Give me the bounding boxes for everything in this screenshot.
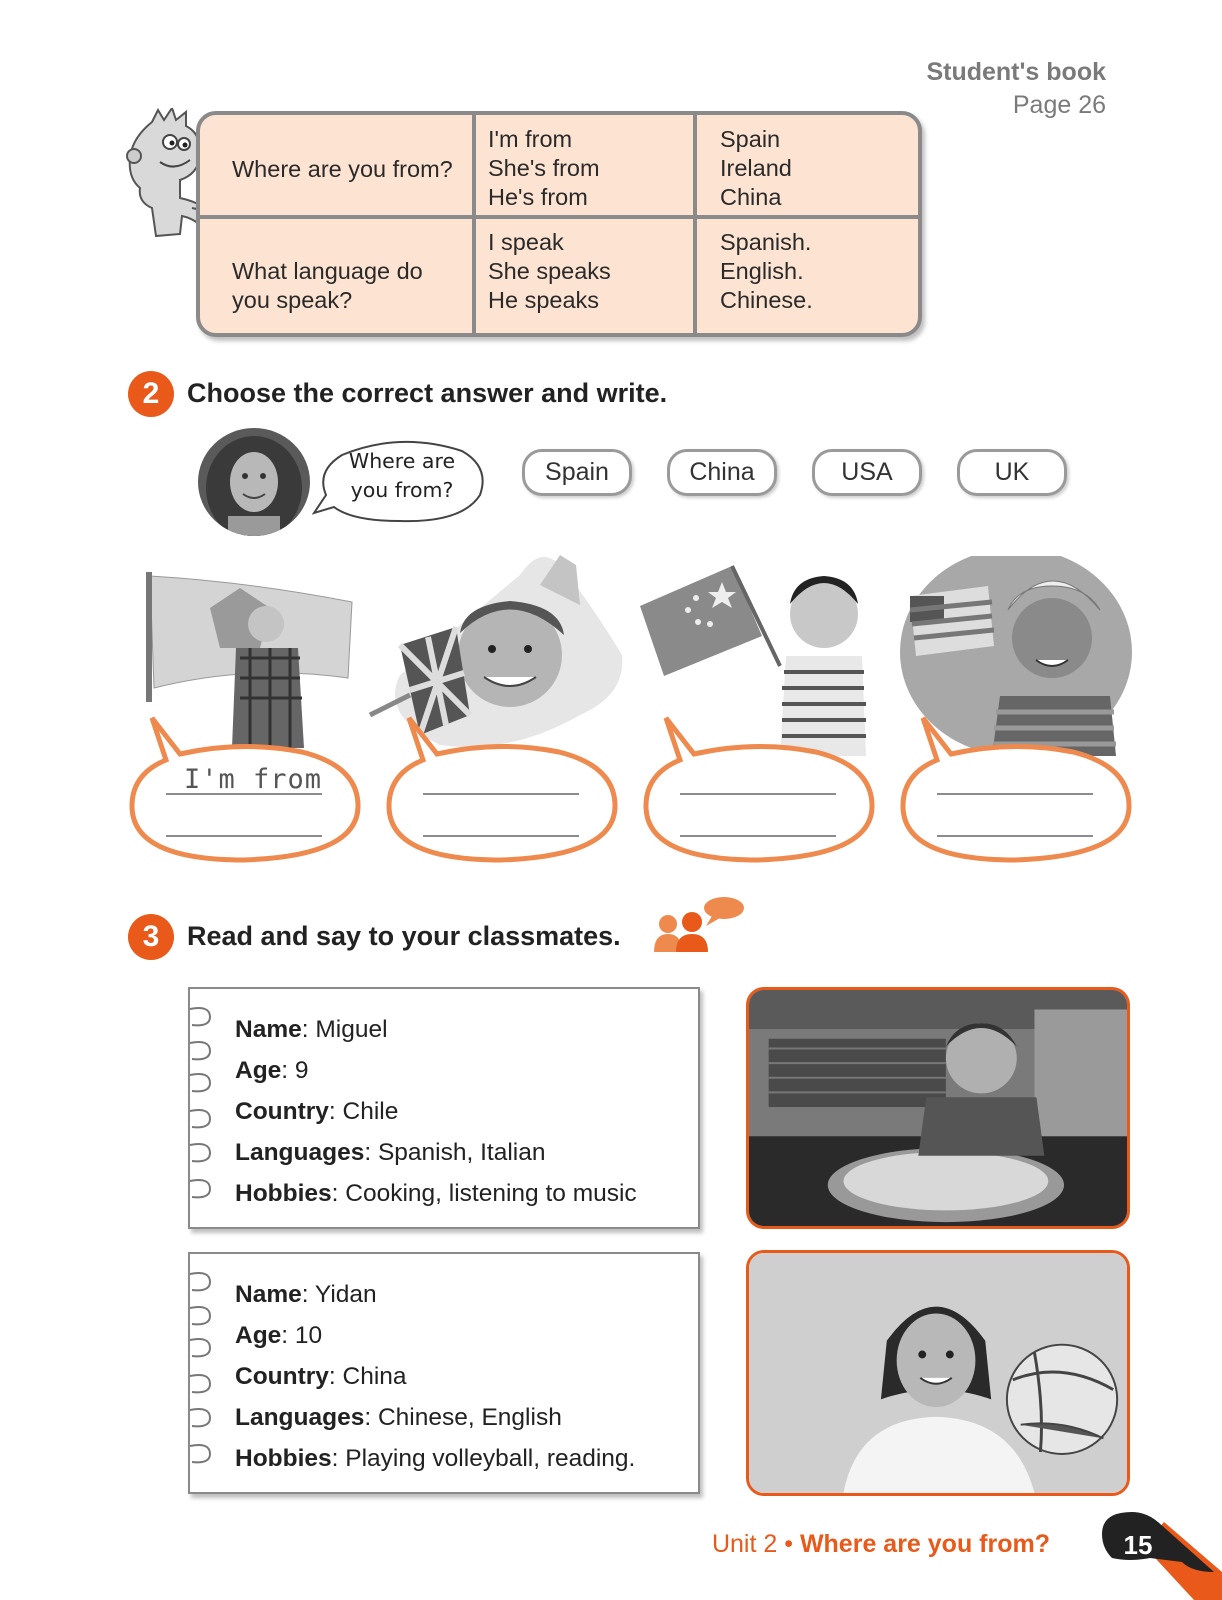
profile-field bbox=[235, 1315, 635, 1356]
profile-fields bbox=[235, 1274, 635, 1479]
field-label: Languages bbox=[235, 1139, 365, 1166]
yidan-volleyball-photo bbox=[746, 1250, 1130, 1496]
field-label: Country bbox=[235, 1363, 329, 1390]
field-label: Hobbies bbox=[235, 1445, 332, 1472]
field-value: : 9 bbox=[281, 1057, 309, 1084]
field-label: Hobbies bbox=[235, 1180, 332, 1207]
profile-field bbox=[235, 1356, 635, 1397]
option-uk[interactable]: UK bbox=[957, 449, 1067, 496]
subject-line: I speak bbox=[488, 229, 564, 255]
option-china[interactable]: China bbox=[667, 449, 777, 496]
unit-label: Unit 2 • bbox=[711, 1530, 793, 1558]
table-divider bbox=[472, 115, 476, 333]
field-value: : Spanish, Italian bbox=[364, 1139, 546, 1166]
section-2-title: Choose the correct answer and write. bbox=[187, 378, 668, 408]
field-value: : Playing volleyball, reading. bbox=[331, 1445, 636, 1472]
answer-bubble-3[interactable] bbox=[640, 714, 876, 866]
subject-line: He speaks bbox=[488, 287, 600, 313]
notebook-rings-icon bbox=[180, 1005, 220, 1215]
answer-line: Spain bbox=[720, 126, 781, 152]
table-divider bbox=[200, 215, 918, 219]
table-question bbox=[232, 155, 453, 184]
profile-field bbox=[235, 1274, 635, 1315]
subject-line: He's from bbox=[488, 184, 588, 210]
field-value: : Miguel bbox=[301, 1016, 388, 1043]
footer-unit-title bbox=[712, 1530, 1050, 1559]
answer-line: Spanish. bbox=[720, 229, 812, 255]
field-label: Age bbox=[235, 1322, 282, 1349]
table-answers bbox=[720, 125, 792, 212]
answer-line: Ireland bbox=[720, 155, 792, 181]
speech-line: you from? bbox=[350, 478, 454, 502]
subject-line: She's from bbox=[488, 155, 600, 181]
girl-avatar-photo bbox=[198, 428, 310, 536]
option-spain[interactable]: Spain bbox=[522, 449, 632, 496]
subject-line: I'm from bbox=[488, 126, 573, 152]
volleyball-scene bbox=[749, 1253, 1127, 1493]
field-value: : Chile bbox=[328, 1098, 399, 1125]
option-usa[interactable]: USA bbox=[812, 449, 922, 496]
kitchen-scene bbox=[749, 990, 1127, 1226]
table-question bbox=[232, 257, 423, 315]
grammar-table bbox=[196, 111, 922, 337]
answer-line: China bbox=[720, 184, 782, 210]
profile-field bbox=[235, 1091, 637, 1132]
answer-line: Chinese. bbox=[720, 287, 813, 313]
field-value: : Cooking, listening to music bbox=[331, 1180, 637, 1207]
field-label: Name bbox=[235, 1016, 302, 1043]
profile-field bbox=[235, 1009, 637, 1050]
table-answers bbox=[720, 228, 813, 315]
speech-bubble-text bbox=[332, 447, 472, 505]
table-divider bbox=[693, 115, 697, 333]
field-value: : Chinese, English bbox=[364, 1404, 562, 1431]
profile-field bbox=[235, 1438, 635, 1479]
profile-fields bbox=[235, 1009, 637, 1214]
profile-field bbox=[235, 1132, 637, 1173]
field-value: : Yidan bbox=[301, 1281, 377, 1308]
section-3-number: 3 bbox=[128, 914, 174, 960]
miguel-cooking-photo bbox=[746, 987, 1130, 1229]
field-label: Languages bbox=[235, 1404, 365, 1431]
section-3-title: Read and say to your classmates. bbox=[187, 921, 621, 951]
speaking-pair-icon bbox=[654, 896, 746, 952]
profile-card-miguel bbox=[188, 987, 700, 1229]
section-2-number: 2 bbox=[128, 371, 174, 417]
subject-line: She speaks bbox=[488, 258, 611, 284]
profile-field bbox=[235, 1050, 637, 1091]
page-reference: Page 26 bbox=[1012, 91, 1106, 119]
example-answer-text: I'm from bbox=[184, 764, 323, 795]
table-subjects bbox=[488, 228, 611, 315]
answer-bubble-2[interactable] bbox=[383, 714, 619, 866]
book-label: Student's book bbox=[926, 58, 1106, 86]
question-line: Where are you from? bbox=[232, 156, 453, 182]
notebook-rings-icon bbox=[180, 1270, 220, 1480]
table-subjects bbox=[488, 125, 600, 212]
book-reference bbox=[926, 56, 1106, 122]
profile-field bbox=[235, 1397, 635, 1438]
answer-bubble-4[interactable] bbox=[897, 714, 1133, 866]
speech-line: Where are bbox=[348, 449, 456, 473]
answer-line: English. bbox=[720, 258, 804, 284]
field-label: Name bbox=[235, 1281, 302, 1308]
profile-field bbox=[235, 1173, 637, 1214]
field-value: : 10 bbox=[281, 1322, 323, 1349]
field-value: : China bbox=[328, 1363, 407, 1390]
field-label: Age bbox=[235, 1057, 282, 1084]
page-number: 15 bbox=[1123, 1530, 1153, 1560]
question-line: What language do bbox=[232, 258, 423, 284]
field-label: Country bbox=[235, 1098, 329, 1125]
question-line: you speak? bbox=[232, 287, 353, 313]
profile-card-yidan bbox=[188, 1252, 700, 1494]
unit-title: Where are you from? bbox=[799, 1530, 1050, 1558]
